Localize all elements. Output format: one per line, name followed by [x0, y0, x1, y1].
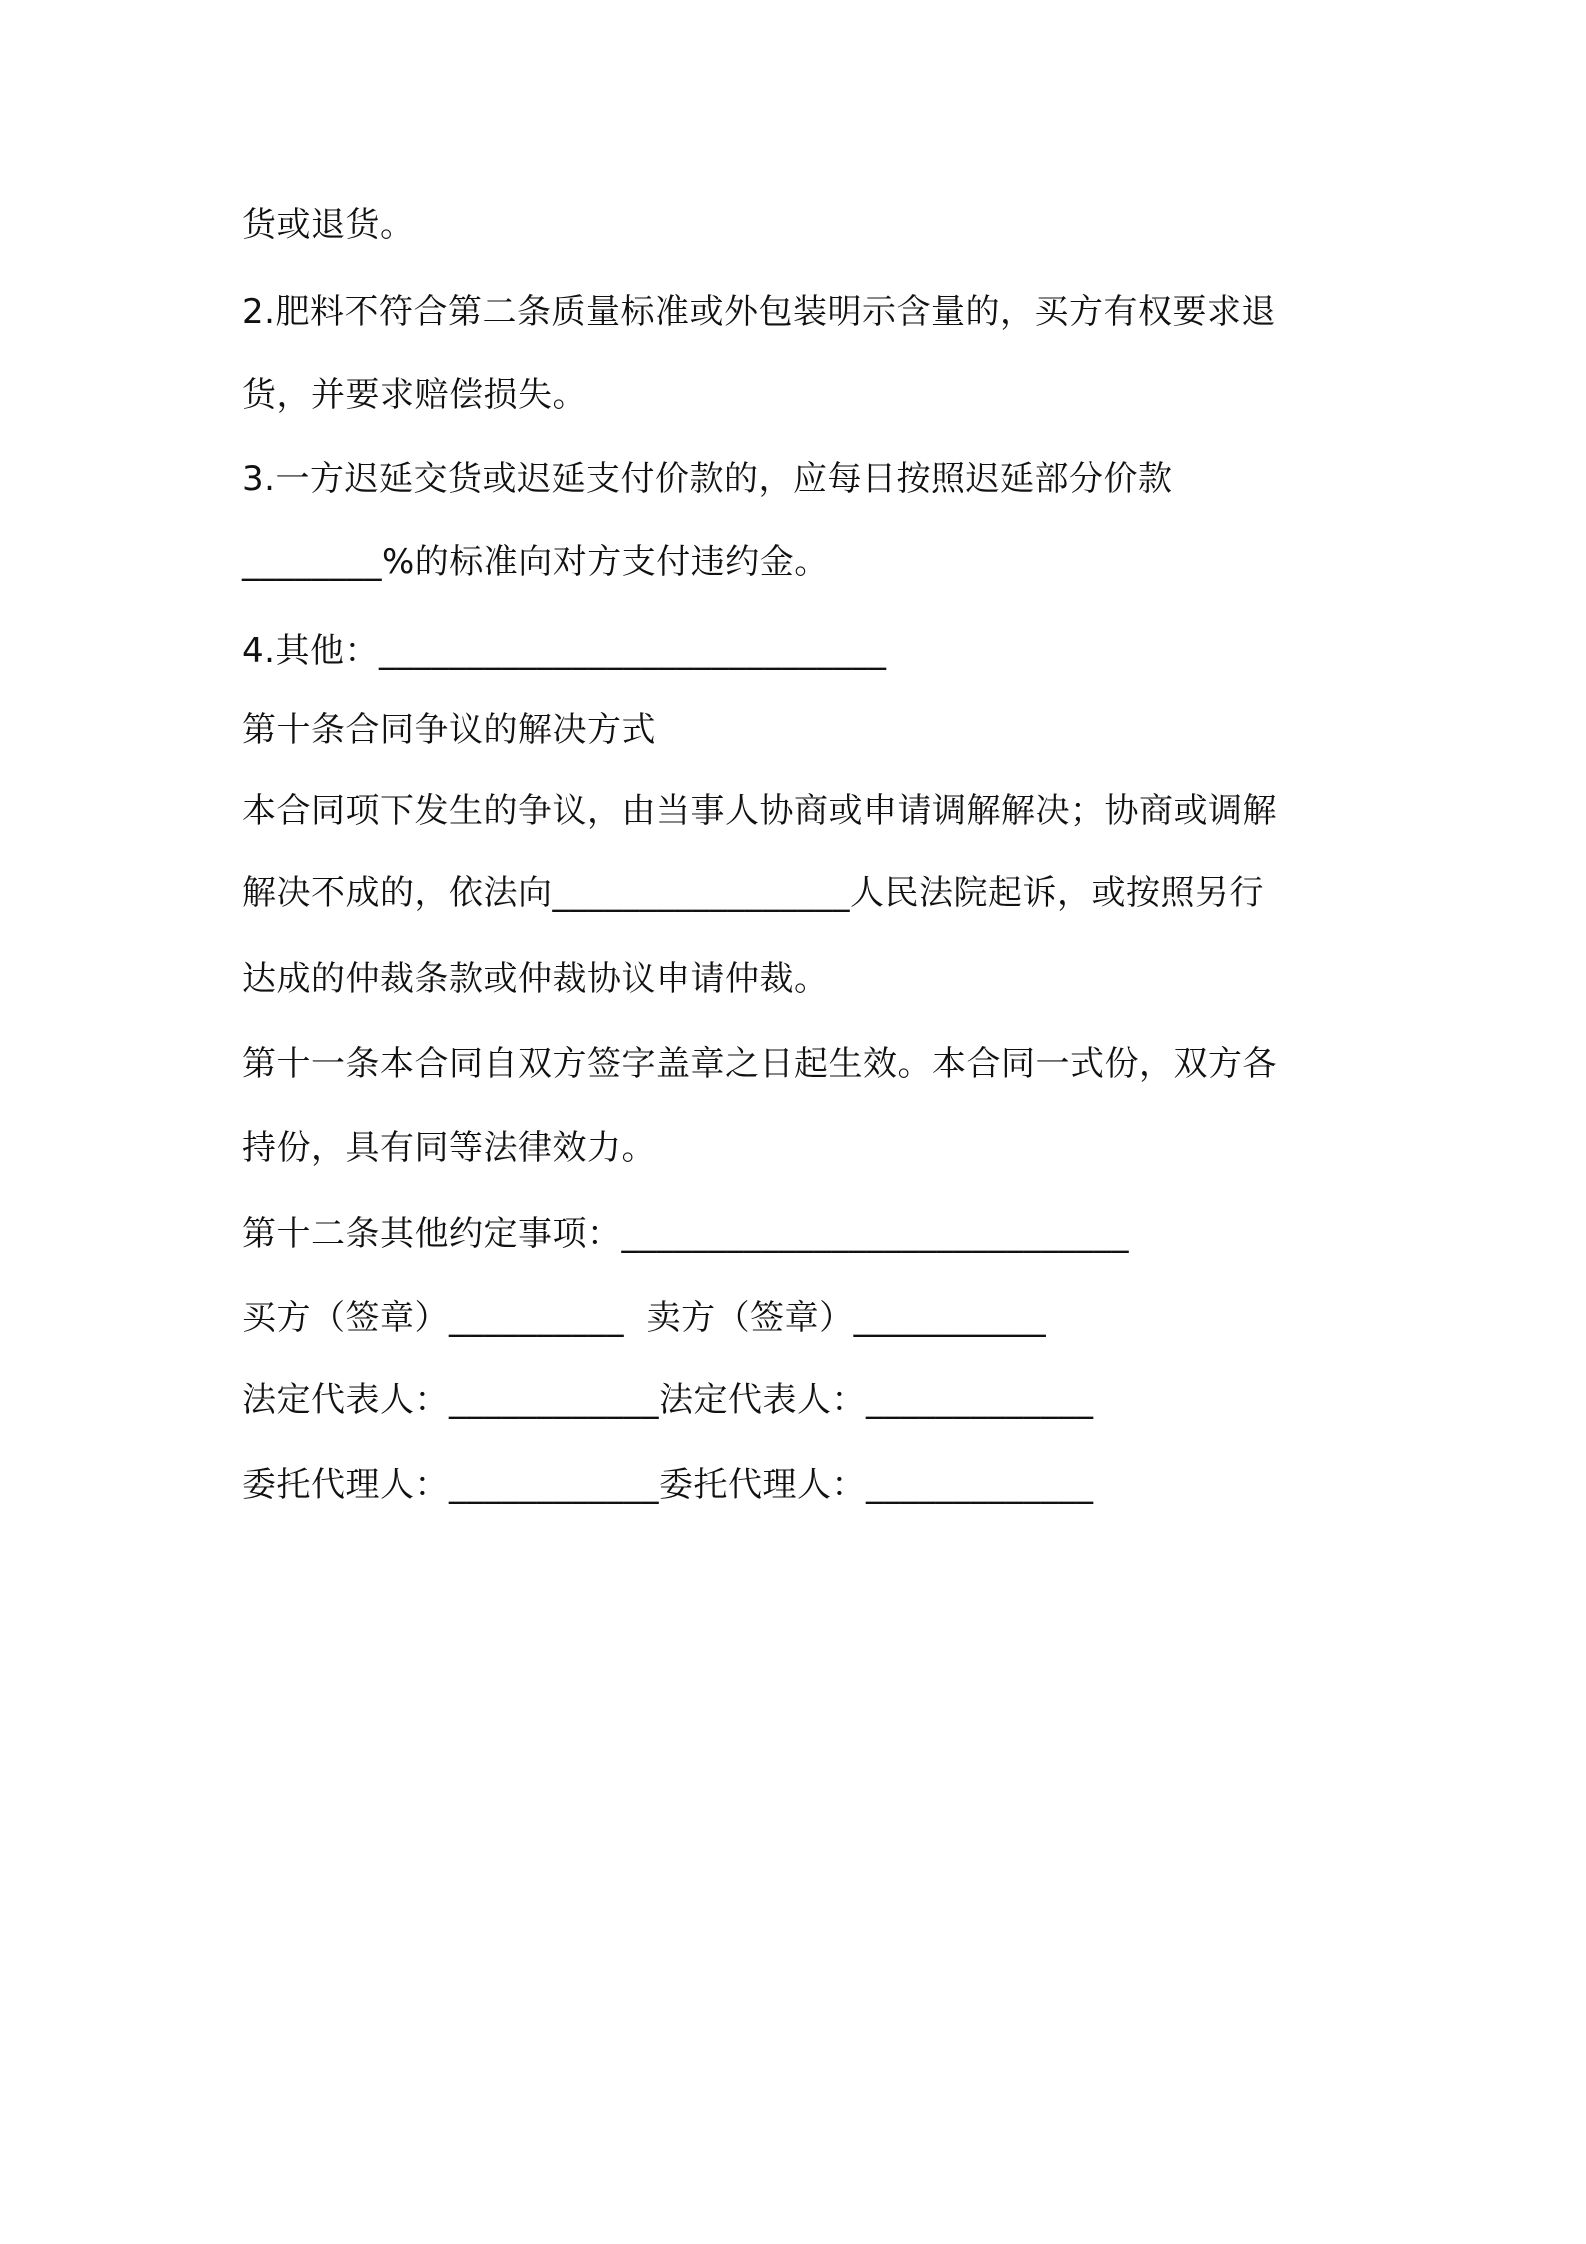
text-line: ________%的标准向对方支付违约金。 — [242, 542, 829, 582]
text-line: 持份，具有同等法律效力。 — [242, 1128, 656, 1168]
text-line: 解决不成的，依法向_________________人民法院起诉，或按照另行 — [242, 873, 1264, 913]
text-line: 2.肥料不符合第二条质量标准或外包装明示含量的，买方有权要求退 — [242, 292, 1276, 332]
signature-line-legal-rep: 法定代表人：____________法定代表人：_____________ — [242, 1380, 1094, 1420]
signature-line-agent: 委托代理人：____________委托代理人：_____________ — [242, 1465, 1094, 1505]
section-heading: 第十条合同争议的解决方式 — [242, 710, 656, 750]
text-line: 本合同项下发生的争议，由当事人协商或申请调解解决；协商或调解 — [242, 791, 1277, 831]
text-line: 货或退货。 — [242, 205, 415, 245]
text-line: 第十一条本合同自双方签字盖章之日起生效。本合同一式份，双方各 — [242, 1044, 1277, 1084]
text-line: 达成的仲裁条款或仲裁协议申请仲裁。 — [242, 959, 829, 999]
text-line: 3.一方迟延交货或迟延支付价款的，应每日按照迟延部分价款 — [242, 459, 1173, 499]
signature-line-seal: 买方（签章）__________ 卖方（签章）___________ — [242, 1298, 1047, 1338]
text-line: 第十二条其他约定事项：_____________________________ — [242, 1214, 1129, 1254]
text-line: 货，并要求赔偿损失。 — [242, 375, 587, 415]
text-line: 4.其他：_____________________________ — [242, 631, 887, 671]
